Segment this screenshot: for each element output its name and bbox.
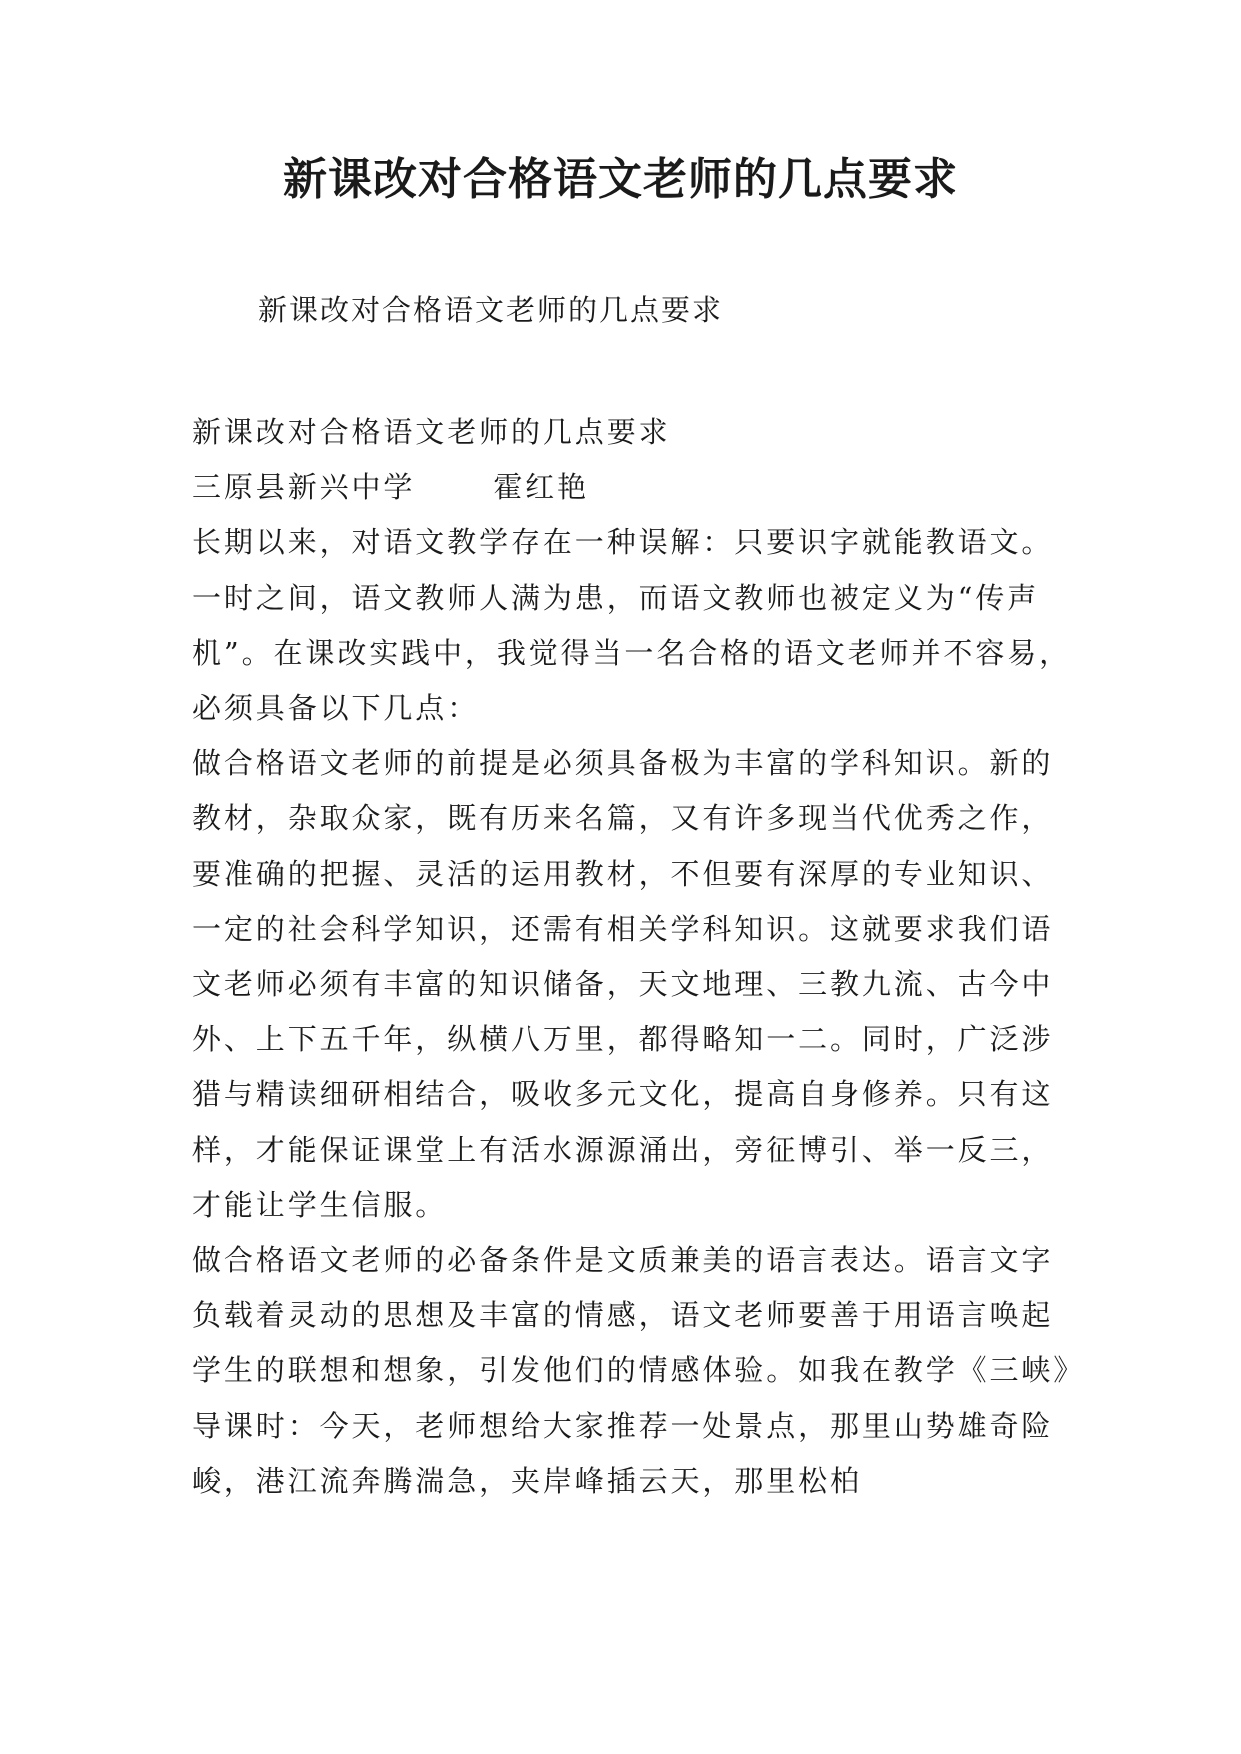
author-name: 霍红艳 — [493, 470, 590, 505]
paragraph-3: 做合格语文老师的必备条件是文质兼美的语言表达。语言文字负载着灵动的思想及丰富的情感，语文老师要善于用语言唤起学生的联想和想象，引发他们的情感体验。如我在教学《三峡》导课时：今天，老师想给大家推荐一处景点，那里山势雄奇险峻，港江流奔腾湍急，夹岸峰插云天，那里松柏 — [192, 1243, 1071, 1498]
body-heading: 新课改对合格语文老师的几点要求 — [192, 415, 671, 449]
paragraph-2: 做合格语文老师的前提是必须具备极为丰富的学科知识。新的教材，杂取众家，既有历来名篇，又有许多现当代优秀之作，要准确的把握、灵活的运用教材，不但要有深厚的专业知识、一定的社会科学知识，还需有相关学科知识。这就要求我们语文老师必须有丰富的知识储备，天文地理、三教九流、古今中外、上下五千年，纵横八万里，都得略知一二。同时，广泛涉猎与精读细研相结合，吸收多元文化，提高自身修养。只有这样，才能保证课堂上有活水源源涌出，旁征博引、举一反三，才能让学生信服。 — [192, 746, 1054, 1222]
document-title: 新课改对合格语文老师的几点要求 — [283, 154, 958, 205]
paragraph-1: 长期以来，对语文教学存在一种误解：只要识字就能教语文。一时之间，语文教师人满为患，而语文教师也被定义为“传声机”。在课改实践中，我觉得当一名合格的语文老师并不容易，必须具备以下几点： — [192, 525, 1072, 726]
document-subtitle: 新课改对合格语文老师的几点要求 — [258, 293, 724, 327]
document-body — [192, 405, 1072, 1509]
author-line — [192, 460, 1072, 515]
school-name: 三原县新兴中学 — [192, 470, 416, 505]
